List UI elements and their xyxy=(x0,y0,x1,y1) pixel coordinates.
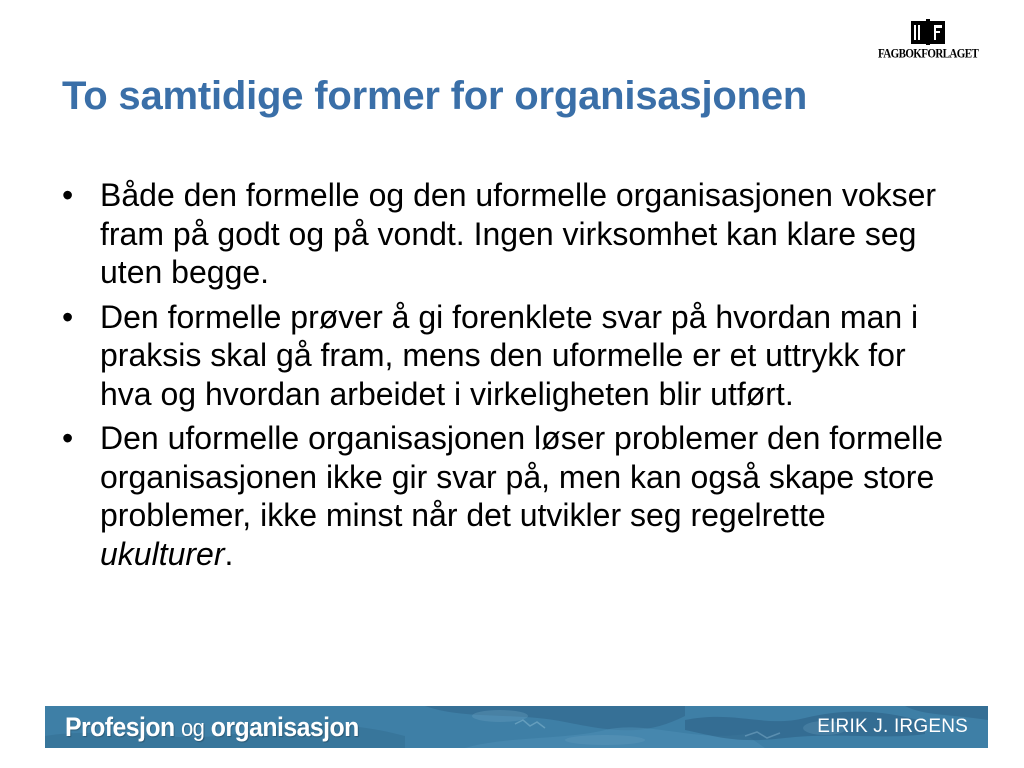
slide-title: To samtidige former for organisasjonen xyxy=(62,74,808,118)
bullet-text-main: Den uformelle organisasjonen løser problemer den formelle organisasjonen ikke gir svar på, men kan også skape store problemer, ikke minst når det utvikler seg regelrette xyxy=(100,420,944,533)
footer-title-word-2: og xyxy=(180,715,205,742)
footer-banner xyxy=(45,706,988,748)
bullet-text-end: . xyxy=(224,535,234,572)
footer-title-word-1: Profesjon xyxy=(65,712,175,742)
bullet-text: Både den formelle og den uformelle organisasjonen vokser fram på godt og på vondt. Ingen virksomhet kan klare seg uten begge. xyxy=(100,177,937,290)
footer-title-word-3: organisasjon xyxy=(210,712,359,742)
footer-author: EIRIK J. IRGENS xyxy=(817,716,968,737)
bullet-item xyxy=(62,419,962,573)
footer-book-title xyxy=(65,710,359,746)
publisher-name: FAGBOKFORLAGET xyxy=(878,47,979,61)
bullet-text-emphasis: ukulturer xyxy=(100,535,225,572)
publisher-logo xyxy=(878,18,978,66)
bullet-marker: • xyxy=(62,298,74,335)
bullet-marker: • xyxy=(62,420,74,456)
bullet-item xyxy=(62,298,962,414)
bullet-text xyxy=(100,420,943,572)
bullet-marker: • xyxy=(62,177,74,213)
bullet-item xyxy=(62,176,962,292)
bullet-list xyxy=(62,176,962,579)
bullet-text: Den formelle prøver å gi forenklete svar på hvordan man i praksis skal gå fram, mens den uformelle er et uttrykk for hva og hvordan arbeidet i virkeligheten blir utført. xyxy=(100,298,919,412)
book-icon xyxy=(910,18,946,46)
